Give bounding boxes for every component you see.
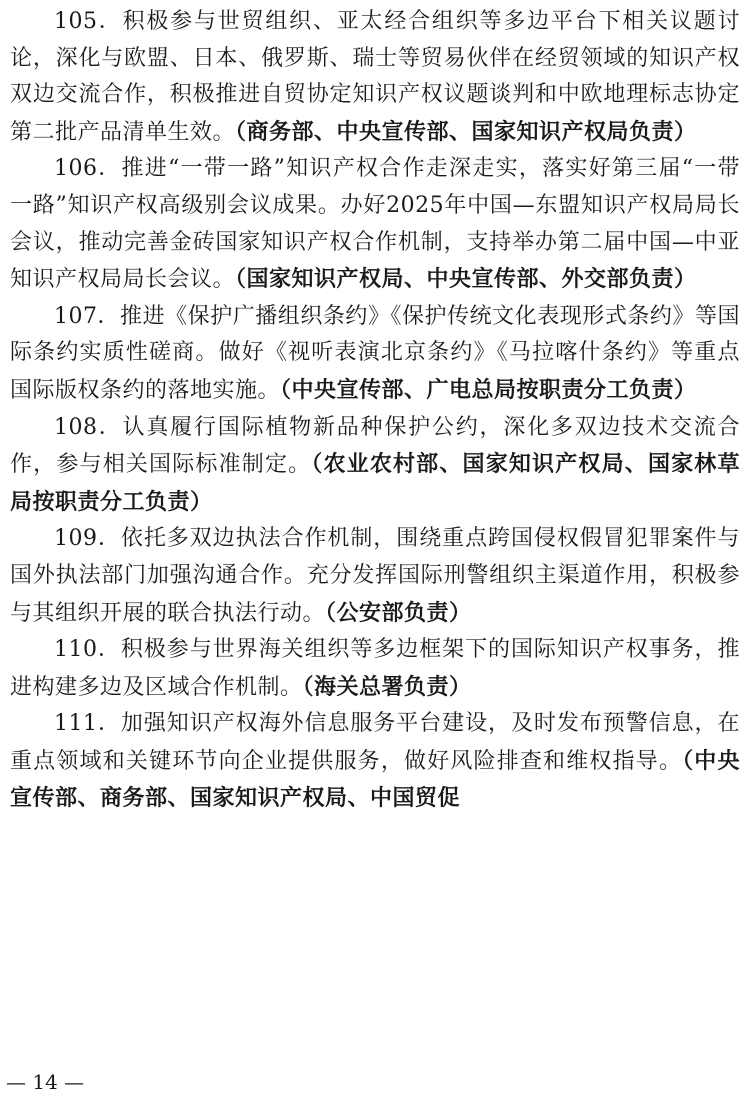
document-body: [10, 4, 740, 818]
page-number: — 14 —: [6, 1070, 85, 1094]
paragraph-106: [10, 151, 740, 298]
paragraph-text: 109．依托多双边执法合作机制，围绕重点跨国侵权假冒犯罪案件与国外执法部门加强沟通合作。充分发挥国际刑警组织主渠道作用，积极参与其组织开展的联合执法行动。: [10, 526, 740, 626]
responsible-units: （农业农村部、国家知识产权局、国家林草局按职责分工负责）: [10, 451, 740, 515]
paragraph-text: 106．推进“一带一路”知识产权合作走深走实，落实好第三届“一带一路”知识产权高级别会议成果。办好2025年中国—东盟知识产权局局长会议，推动完善金砖国家知识产权合作机制，支持举办第二届中国—中亚知识产权局局长会议。: [10, 156, 741, 293]
paragraph-109: [10, 521, 740, 632]
paragraph-110: [10, 632, 740, 706]
responsible-units: （中央宣传部、广电总局按职责分工负责）: [280, 376, 697, 403]
paragraph-text: 107．推进《保护广播组织条约》《保护传统文化表现形式条约》等国际条约实质性磋商。做好《视听表演北京条约》《马拉喀什条约》等重点国际版权条约的落地实施。: [10, 303, 740, 403]
responsible-units: （公安部负责）: [325, 599, 472, 626]
responsible-units: （国家知识产权局、中央宣传部、外交部负责）: [235, 266, 697, 293]
paragraph-text: 108．认真履行国际植物新品种保护公约，深化多双边技术交流合作，参与相关国际标准制定。: [10, 414, 740, 478]
paragraph-text: 110．积极参与世界海关组织等多边框架下的国际知识产权事务，推进构建多边及区域合作机制。: [10, 637, 740, 700]
responsible-units: （商务部、中央宣传部、国家知识产权局负责）: [235, 118, 697, 145]
paragraph-105: [10, 4, 740, 151]
paragraph-107: [10, 299, 740, 410]
paragraph-111: [10, 706, 740, 818]
responsible-units: （海关总署负责）: [302, 673, 472, 700]
responsible-units: （中央宣传部、商务部、国家知识产权局、中国贸促: [10, 747, 740, 812]
paragraph-text: 111．加强知识产权海外信息服务平台建设，及时发布预警信息，在重点领域和关键环节向企业提供服务，做好风险排查和维权指导。: [10, 711, 740, 774]
paragraph-text: 105．积极参与世贸组织、亚太经合组织等多边平台下相关议题讨论，深化与欧盟、日本、俄罗斯、瑞士等贸易伙伴在经贸领域的知识产权双边交流合作，积极推进自贸协定知识产权议题谈判和中欧地理标志协定第二批产品清单生效。: [10, 9, 740, 145]
paragraph-108: [10, 410, 740, 522]
